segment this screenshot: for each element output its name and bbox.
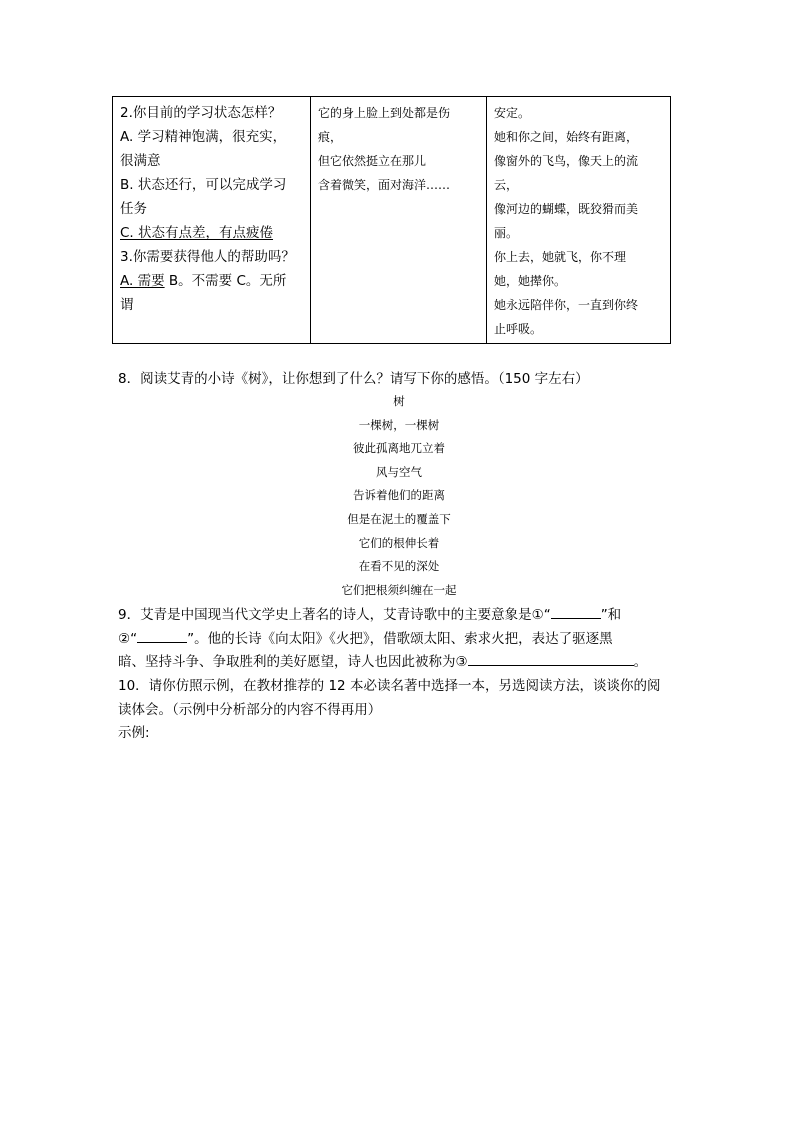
- poem-line: 在看不见的深处: [358, 559, 440, 574]
- excerpt2-line: 你上去，她就飞，你不理: [494, 250, 627, 264]
- q10-example-label: 示例:: [118, 725, 150, 741]
- poem-tree: [0, 390, 794, 602]
- excerpt2-line: 她和你之间，始终有距离，: [494, 130, 639, 144]
- poem-excerpt-cell-1: [311, 97, 487, 344]
- excerpt1-line: 痕，: [318, 130, 343, 144]
- q3-option-a: A. 需要: [120, 273, 165, 289]
- q2-title: 2.你目前的学习状态怎样？: [120, 105, 282, 121]
- q3-option-bc: B。不需要 C。无所: [164, 273, 287, 289]
- excerpt1-line: 含着微笑，面对海洋……: [318, 178, 451, 192]
- q10-line2: 读体会。（示例中分析部分的内容不得再用）: [118, 701, 382, 718]
- excerpt2-line: 安定。: [494, 106, 531, 120]
- q3-options: [120, 269, 304, 293]
- poem-line: 风与空气: [376, 464, 422, 479]
- excerpt1-line: 它的身上脸上到处都是伤: [318, 106, 451, 120]
- q9-line3: 暗、坚持斗争、争取胜利的美好愿望，诗人也因此被称为③ 。: [118, 651, 678, 675]
- question-9: [118, 604, 678, 675]
- poem-line: 告诉着他们的距离: [353, 488, 445, 503]
- answer-blank-2[interactable]: [137, 628, 187, 643]
- poem-line: 一棵树，一棵树: [358, 417, 440, 432]
- poem-line: 彼此孤离地兀立着: [353, 441, 445, 456]
- q10-line1: 10．请你仿照示例，在教材推荐的 12 本必读名著中选择一本，另选阅读方法，谈谈你的阅: [118, 678, 661, 694]
- question-10: [118, 675, 678, 746]
- q3-title: 3.你需要获得他人的帮助吗？: [120, 249, 295, 265]
- question-8: 8．阅读艾青的小诗《树》，让你想到了什么？请写下你的感悟。（150 字左右）: [118, 371, 589, 387]
- poem-line: 但是在泥土的覆盖下: [347, 511, 451, 526]
- q9-line1: 9．艾青是中国现当代文学史上著名的诗人，艾青诗歌中的主要意象是①“ ”和: [118, 604, 678, 628]
- excerpt2-line: 她，她撵你。: [494, 274, 567, 288]
- q2-option-b-line1: B. 状态还行，可以完成学习: [120, 177, 287, 193]
- survey-poem-table: [112, 96, 671, 344]
- survey-questions-cell: [113, 97, 311, 344]
- q3-option-c-tail: 谓: [120, 297, 134, 313]
- poem-line: 它们把根须纠缠在一起: [341, 582, 457, 597]
- poem-title: 树: [393, 394, 405, 408]
- excerpt2-line: 止呼吸。: [494, 322, 543, 336]
- excerpt1-line: 但它依然挺立在那儿: [318, 154, 427, 168]
- answer-blank-3[interactable]: [468, 651, 634, 666]
- poem-line: 它们的根伸长着: [358, 535, 440, 550]
- excerpt2-line: 云，: [494, 178, 519, 192]
- poem-excerpt-cell-2: [487, 97, 671, 344]
- answer-blank-1[interactable]: [551, 604, 601, 619]
- q9-line2: ②“ ”。他的长诗《向太阳》《火把》，借歌颂太阳、索求火把，表达了驱逐黑: [118, 628, 678, 652]
- q2-option-a-line1: A. 学习精神饱满，很充实，: [120, 129, 287, 145]
- q2-option-c: C. 状态有点差，有点疲倦: [120, 225, 274, 241]
- excerpt2-line: 像河边的蝴蝶，既狡猾而美: [494, 202, 639, 216]
- excerpt2-line: 她永远陪伴你，一直到你终: [494, 298, 639, 312]
- q2-option-a-line2: 很满意: [120, 153, 161, 169]
- excerpt2-line: 丽。: [494, 226, 519, 240]
- q2-option-b-line2: 任务: [120, 201, 147, 217]
- excerpt2-line: 像窗外的飞鸟，像天上的流: [494, 154, 639, 168]
